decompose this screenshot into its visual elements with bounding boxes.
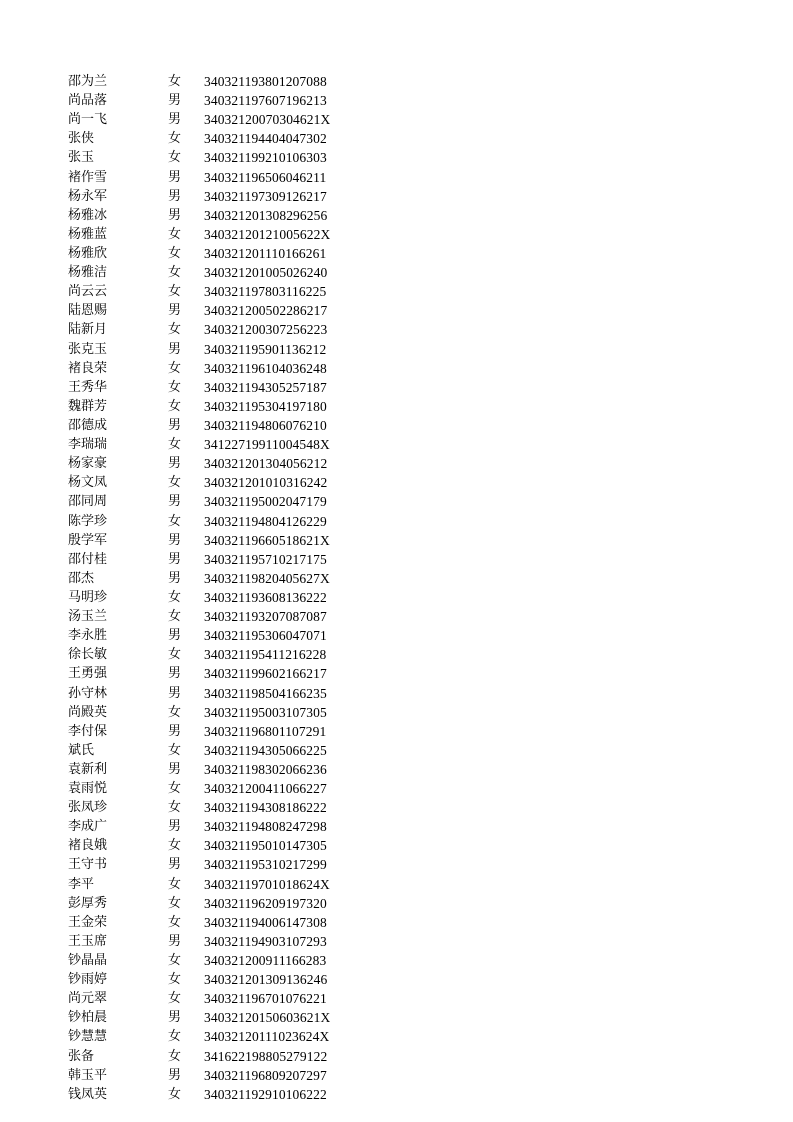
person-gender: 男	[168, 494, 182, 510]
table-row	[68, 550, 368, 569]
person-gender: 女	[168, 1048, 182, 1064]
person-id-number: 340321194305066225	[204, 742, 327, 758]
table-row	[68, 645, 368, 664]
table-row	[68, 454, 368, 473]
table-row	[68, 282, 368, 301]
table-row	[68, 72, 368, 91]
person-gender: 男	[168, 207, 182, 223]
table-row	[68, 664, 368, 683]
person-id-number: 340321194808247298	[204, 819, 327, 835]
person-name: 张侠	[68, 131, 95, 147]
person-name: 杨雅欣	[68, 245, 108, 261]
person-name: 孙守林	[68, 685, 108, 701]
table-row	[68, 1027, 368, 1046]
person-id-number: 340321199210106303	[204, 150, 327, 166]
person-id-number: 340321194305257187	[204, 379, 327, 395]
table-row	[68, 320, 368, 339]
table-row	[68, 741, 368, 760]
person-name: 尚殿英	[68, 704, 108, 720]
person-gender: 女	[168, 74, 182, 89]
table-row	[68, 244, 368, 263]
person-name: 袁新利	[68, 761, 108, 777]
table-row	[68, 588, 368, 607]
person-gender: 女	[168, 953, 182, 969]
person-name: 杨文凤	[68, 475, 108, 491]
person-id-number: 340321196809207297	[204, 1067, 327, 1083]
person-gender: 女	[168, 876, 182, 892]
person-gender: 男	[168, 532, 182, 548]
person-gender: 男	[168, 169, 182, 185]
table-row	[68, 359, 368, 378]
table-row	[68, 512, 368, 531]
person-name: 王守书	[68, 857, 108, 873]
person-gender: 女	[168, 513, 182, 529]
person-gender: 男	[168, 456, 182, 472]
person-id-number: 341622198805279122	[204, 1048, 328, 1064]
person-name: 魏群芳	[68, 398, 108, 414]
table-row	[68, 340, 368, 359]
person-gender: 女	[168, 360, 182, 376]
table-row	[68, 168, 368, 187]
table-row	[68, 301, 368, 320]
person-gender: 女	[168, 647, 182, 663]
person-name: 钞雨婷	[68, 972, 108, 988]
person-id-number: 340321196801107291	[204, 723, 327, 739]
person-gender: 女	[168, 284, 182, 300]
person-name: 李付保	[68, 723, 108, 739]
person-id-number: 340321192910106222	[204, 1086, 327, 1102]
person-gender: 女	[168, 609, 182, 625]
person-id-number: 340321196506046211	[204, 169, 327, 185]
person-id-number: 340321197607196213	[204, 93, 327, 109]
person-name: 钞晶晶	[68, 953, 108, 969]
person-name: 张玉	[68, 150, 95, 166]
person-id-number: 340321201309136246	[204, 972, 328, 988]
person-gender: 男	[168, 93, 182, 109]
table-row	[68, 989, 368, 1008]
person-id-number: 340321198302066236	[204, 761, 327, 777]
person-name: 袁雨悦	[68, 781, 108, 797]
person-id-number: 340321201010316242	[204, 475, 328, 491]
table-row	[68, 397, 368, 416]
table-row	[68, 779, 368, 798]
person-id-number: 340321200911166283	[204, 953, 327, 969]
person-id-number: 340321194806076210	[204, 417, 327, 433]
person-id-number: 340321201110166261	[204, 245, 327, 261]
person-gender: 女	[168, 800, 182, 816]
person-id-number: 34032119660518621X	[204, 532, 330, 548]
table-row	[68, 416, 368, 435]
table-row	[68, 569, 368, 588]
person-name: 王勇强	[68, 666, 108, 682]
person-id-number: 340321195003107305	[204, 704, 327, 720]
table-row	[68, 684, 368, 703]
person-gender: 女	[168, 972, 182, 988]
table-row	[68, 951, 368, 970]
person-name: 杨雅洁	[68, 265, 108, 281]
person-gender: 女	[168, 781, 182, 797]
person-id-number: 340321194804126229	[204, 513, 327, 529]
person-name: 彭厚秀	[68, 895, 108, 911]
person-id-number: 34032119820405627X	[204, 570, 330, 586]
person-id-number: 340321197309126217	[204, 188, 327, 204]
person-id-number: 340321196104036248	[204, 360, 327, 376]
person-gender: 男	[168, 570, 182, 586]
table-row	[68, 798, 368, 817]
person-gender: 女	[168, 991, 182, 1007]
person-name: 韩玉平	[68, 1067, 108, 1083]
table-row	[68, 225, 368, 244]
person-id-number: 34032120150603621X	[204, 1010, 331, 1026]
person-gender: 男	[168, 112, 182, 128]
person-name: 邵德成	[68, 417, 108, 433]
person-name: 褚良娥	[68, 838, 108, 854]
table-row	[68, 703, 368, 722]
person-gender: 男	[168, 685, 182, 701]
table-row	[68, 110, 368, 129]
person-id-number: 340321197803116225	[204, 284, 327, 300]
person-name: 李永胜	[68, 628, 108, 644]
person-id-number: 340321201304056212	[204, 456, 328, 472]
table-row	[68, 760, 368, 779]
table-row	[68, 473, 368, 492]
person-name: 李瑞瑞	[68, 437, 108, 453]
person-name: 钞柏晨	[68, 1010, 108, 1026]
table-row	[68, 1008, 368, 1027]
person-gender: 女	[168, 838, 182, 854]
table-row	[68, 91, 368, 110]
person-gender: 男	[168, 819, 182, 835]
person-name: 李平	[68, 876, 95, 892]
person-name: 邵为兰	[68, 74, 108, 89]
table-row	[68, 129, 368, 148]
person-gender: 女	[168, 475, 182, 491]
table-row	[68, 187, 368, 206]
person-gender: 男	[168, 761, 182, 777]
person-id-number: 340321195304197180	[204, 398, 327, 414]
record-table	[68, 72, 368, 1104]
person-gender: 男	[168, 341, 182, 357]
person-id-number: 340321200502286217	[204, 303, 328, 319]
person-id-number: 340321196701076221	[204, 991, 327, 1007]
person-id-number: 340321195002047179	[204, 494, 327, 510]
table-row	[68, 263, 368, 282]
person-gender: 女	[168, 265, 182, 281]
person-gender: 男	[168, 723, 182, 739]
person-gender: 男	[168, 417, 182, 433]
person-gender: 女	[168, 742, 182, 758]
person-name: 陈学珍	[68, 513, 108, 529]
table-row	[68, 913, 368, 932]
person-id-number: 340321193801207088	[204, 74, 327, 89]
person-id-number: 34032120070304621X	[204, 112, 331, 128]
person-gender: 女	[168, 245, 182, 261]
table-row	[68, 970, 368, 989]
person-name: 钞慧慧	[68, 1029, 108, 1045]
table-row	[68, 855, 368, 874]
person-gender: 男	[168, 857, 182, 873]
person-gender: 女	[168, 914, 182, 930]
table-row	[68, 607, 368, 626]
table-row	[68, 626, 368, 645]
table-row	[68, 875, 368, 894]
table-row	[68, 1047, 368, 1066]
person-gender: 女	[168, 1086, 182, 1102]
person-gender: 女	[168, 704, 182, 720]
person-id-number: 340321194903107293	[204, 933, 327, 949]
table-row	[68, 817, 368, 836]
person-name: 张备	[68, 1048, 95, 1064]
person-id-number: 34032119701018624X	[204, 876, 330, 892]
person-id-number: 340321195310217299	[204, 857, 327, 873]
person-name: 王金荣	[68, 914, 108, 930]
table-row	[68, 148, 368, 167]
person-name: 杨雅冰	[68, 207, 108, 223]
table-row	[68, 531, 368, 550]
person-name: 李成广	[68, 819, 108, 835]
person-gender: 男	[168, 188, 182, 204]
person-name: 尚品落	[68, 93, 108, 109]
person-gender: 男	[168, 303, 182, 319]
person-gender: 男	[168, 666, 182, 682]
person-name: 邵同周	[68, 494, 108, 510]
person-id-number: 340321194006147308	[204, 914, 327, 930]
person-name: 杨家豪	[68, 456, 108, 472]
person-name: 汤玉兰	[68, 609, 108, 625]
person-gender: 女	[168, 131, 182, 147]
person-id-number: 340321196209197320	[204, 895, 327, 911]
person-gender: 女	[168, 895, 182, 911]
person-name: 张克玉	[68, 341, 108, 357]
person-name: 邵杰	[68, 570, 95, 586]
person-name: 殷学军	[68, 532, 108, 548]
table-row	[68, 932, 368, 951]
person-name: 邵付桂	[68, 551, 108, 567]
person-name: 尚元翠	[68, 991, 108, 1007]
person-name: 马明珍	[68, 589, 108, 605]
person-id-number: 34122719911004548X	[204, 437, 330, 453]
person-id-number: 340321193207087087	[204, 609, 327, 625]
person-gender: 女	[168, 322, 182, 338]
person-id-number: 340321194404047302	[204, 131, 327, 147]
table-row	[68, 435, 368, 454]
person-gender: 女	[168, 226, 182, 242]
person-name: 陆新月	[68, 322, 108, 338]
person-id-number: 340321194308186222	[204, 800, 327, 816]
person-name: 徐长敏	[68, 647, 108, 663]
person-id-number: 340321195710217175	[204, 551, 327, 567]
person-name: 王玉席	[68, 933, 108, 949]
person-gender: 女	[168, 398, 182, 414]
person-gender: 女	[168, 437, 182, 453]
table-row	[68, 1085, 368, 1104]
person-name: 陆恩赐	[68, 303, 108, 319]
table-row	[68, 492, 368, 511]
person-gender: 男	[168, 628, 182, 644]
person-name: 张凤珍	[68, 800, 108, 816]
person-id-number: 340321200307256223	[204, 322, 328, 338]
person-id-number: 340321195901136212	[204, 341, 327, 357]
person-id-number: 340321195306047071	[204, 628, 327, 644]
person-gender: 女	[168, 1029, 182, 1045]
table-row	[68, 206, 368, 225]
table-row	[68, 836, 368, 855]
person-id-number: 340321200411066227	[204, 781, 327, 797]
person-gender: 男	[168, 1067, 182, 1083]
person-id-number: 340321199602166217	[204, 666, 327, 682]
table-row	[68, 722, 368, 741]
person-name: 斌氏	[68, 742, 95, 758]
person-name: 王秀华	[68, 379, 108, 395]
person-id-number: 340321193608136222	[204, 589, 327, 605]
person-id-number: 34032120111023624X	[204, 1029, 330, 1045]
table-row	[68, 378, 368, 397]
table-row	[68, 894, 368, 913]
person-id-number: 340321201005026240	[204, 265, 328, 281]
person-name: 褚作雪	[68, 169, 108, 185]
person-name: 尚一飞	[68, 112, 108, 128]
person-gender: 女	[168, 379, 182, 395]
person-gender: 男	[168, 1010, 182, 1026]
person-gender: 男	[168, 551, 182, 567]
person-name: 褚良荣	[68, 360, 108, 376]
person-gender: 女	[168, 589, 182, 605]
person-name: 尚云云	[68, 284, 108, 300]
person-gender: 男	[168, 933, 182, 949]
person-name: 杨永军	[68, 188, 108, 204]
person-name: 钱凤英	[68, 1086, 108, 1102]
person-id-number: 34032120121005622X	[204, 226, 331, 242]
person-id-number: 340321195411216228	[204, 647, 327, 663]
person-gender: 女	[168, 150, 182, 166]
person-id-number: 340321195010147305	[204, 838, 327, 854]
person-id-number: 340321201308296256	[204, 207, 328, 223]
table-row	[68, 1066, 368, 1085]
person-id-number: 340321198504166235	[204, 685, 327, 701]
person-name: 杨雅蓝	[68, 226, 108, 242]
